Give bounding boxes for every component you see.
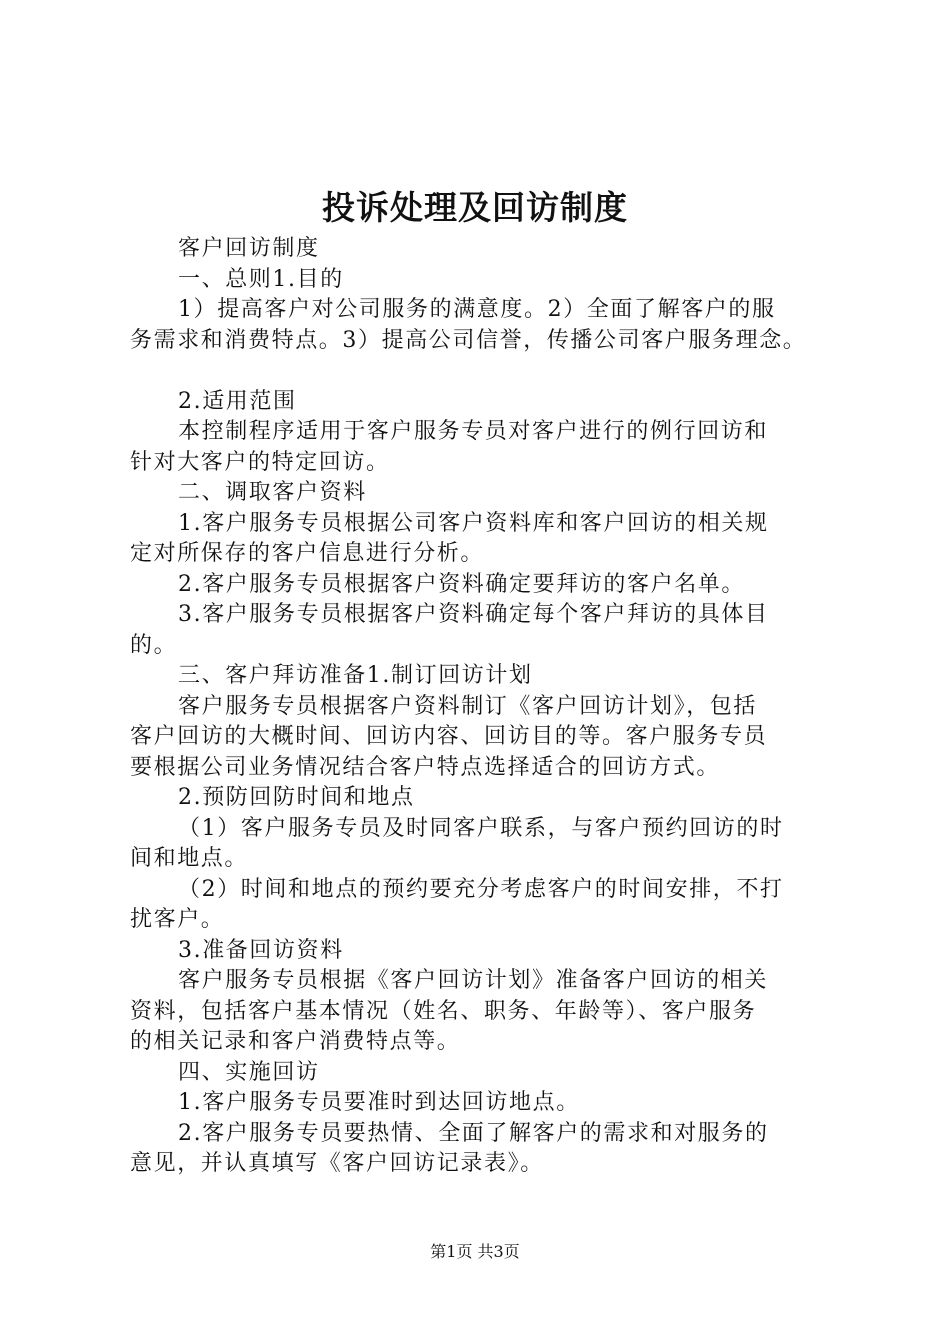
text-line: 要根据公司业务情况结合客户特点选择适合的回访方式。 bbox=[130, 754, 721, 780]
text-line: 2.客户服务专员根据客户资料确定要拜访的客户名单。 bbox=[178, 571, 745, 597]
document-body bbox=[130, 234, 834, 1180]
text-line: 间和地点。 bbox=[130, 846, 249, 871]
text-line: 针对大客户的特定回访。 bbox=[130, 449, 390, 475]
text-line: 的相关记录和客户消费特点等。 bbox=[130, 1029, 461, 1054]
text-line: 2.适用范围 bbox=[178, 388, 297, 414]
text-line: 2.预防回防时间和地点 bbox=[178, 785, 415, 810]
text-line: 二、调取客户资料 bbox=[178, 480, 367, 505]
text-line: 扰客户。 bbox=[130, 907, 225, 932]
text-line: 2.客户服务专员要热情、全面了解客户的需求和对服务的 bbox=[178, 1120, 769, 1146]
text-line: 1.客户服务专员根据公司客户资料库和客户回访的相关规 bbox=[178, 510, 769, 536]
text-line: 一、总则1.目的 bbox=[178, 266, 344, 292]
text-line: 的。 bbox=[130, 632, 178, 658]
text-line: 3.客户服务专员根据客户资料确定每个客户拜访的具体目 bbox=[178, 602, 769, 627]
text-line: 本控制程序适用于客户服务专员对客户进行的例行回访和 bbox=[178, 419, 769, 444]
page-footer: 第1页 共3页 bbox=[430, 1242, 520, 1261]
text-line: 定对所保存的客户信息进行分析。 bbox=[130, 541, 485, 566]
blank-line bbox=[130, 356, 834, 387]
text-line: 务需求和消费特点。3）提高公司信誉，传播公司客户服务理念。 bbox=[130, 327, 807, 353]
text-line: 意见，并认真填写《客户回访记录表》。 bbox=[130, 1151, 544, 1176]
text-line: 3.准备回访资料 bbox=[178, 937, 344, 963]
text-line: （1）客户服务专员及时同客户联系，与客户预约回访的时 bbox=[178, 815, 784, 841]
text-line: （2）时间和地点的预约要充分考虑客户的时间安排，不打 bbox=[178, 876, 784, 902]
text-line: 客户回访制度 bbox=[178, 236, 320, 261]
document-title: 投诉处理及回访制度 bbox=[322, 188, 628, 227]
text-line: 客户服务专员根据客户资料制订《客户回访计划》，包括 bbox=[178, 693, 758, 719]
text-line: 客户回访的大概时间、回访内容、回访目的等。客户服务专员 bbox=[130, 724, 768, 749]
text-line: 客户服务专员根据《客户回访计划》准备客户回访的相关 bbox=[178, 968, 769, 993]
text-line: 三、客户拜访准备1.制订回访计划 bbox=[178, 663, 533, 688]
text-line: 1.客户服务专员要准时到达回访地点。 bbox=[178, 1090, 580, 1115]
text-line: 资料，包括客户基本情况（姓名、职务、年龄等）、客户服务 bbox=[130, 998, 757, 1024]
text-line: 1）提高客户对公司服务的满意度。2）全面了解客户的服 bbox=[178, 297, 776, 322]
text-line: 四、实施回访 bbox=[178, 1059, 320, 1085]
